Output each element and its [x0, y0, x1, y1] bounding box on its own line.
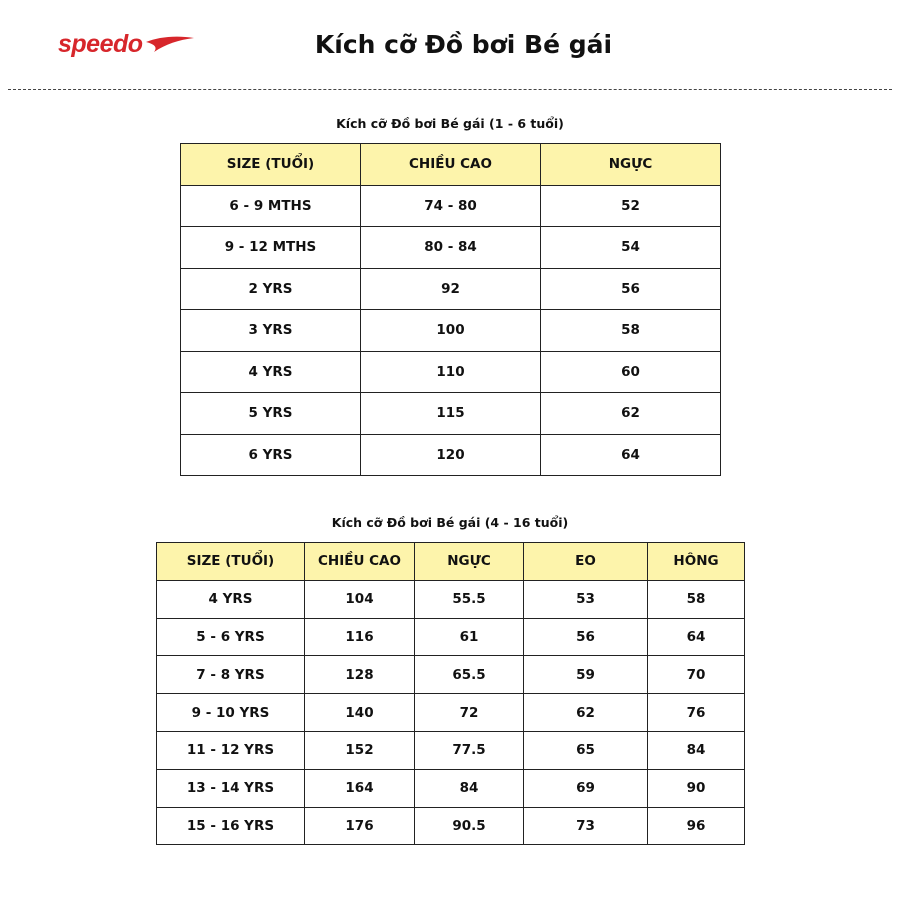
header-waist: EO	[524, 543, 648, 581]
table-row	[157, 580, 745, 618]
cell-waist: 73	[524, 807, 648, 845]
cell-hip: 84	[648, 731, 745, 769]
cell-size: 5 - 6 YRS	[157, 618, 305, 656]
table-row	[181, 393, 721, 435]
cell-chest: 72	[415, 694, 524, 732]
cell-waist: 69	[524, 769, 648, 807]
cell-hip: 96	[648, 807, 745, 845]
cell-chest: 84	[415, 769, 524, 807]
table-row	[157, 731, 745, 769]
cell-chest: 55.5	[415, 580, 524, 618]
table-row	[157, 618, 745, 656]
cell-chest: 90.5	[415, 807, 524, 845]
cell-chest: 64	[541, 434, 721, 476]
table2-caption: Kích cỡ Đồ bơi Bé gái (4 - 16 tuổi)	[331, 515, 569, 530]
cell-hip: 58	[648, 580, 745, 618]
cell-waist: 62	[524, 694, 648, 732]
header-size: SIZE (TUỔI)	[157, 543, 305, 581]
cell-chest: 77.5	[415, 731, 524, 769]
table-row	[181, 434, 721, 476]
cell-hip: 90	[648, 769, 745, 807]
header-size: SIZE (TUỔI)	[181, 144, 361, 186]
table-row	[157, 694, 745, 732]
cell-height: 80 - 84	[361, 227, 541, 269]
table-row	[157, 656, 745, 694]
cell-height: 140	[305, 694, 415, 732]
cell-size: 6 YRS	[181, 434, 361, 476]
cell-size: 6 - 9 MTHS	[181, 185, 361, 227]
cell-chest: 58	[541, 310, 721, 352]
cell-height: 92	[361, 268, 541, 310]
cell-size: 4 YRS	[157, 580, 305, 618]
cell-height: 176	[305, 807, 415, 845]
cell-chest: 52	[541, 185, 721, 227]
cell-height: 100	[361, 310, 541, 352]
header-height: CHIỀU CAO	[305, 543, 415, 581]
cell-waist: 53	[524, 580, 648, 618]
cell-height: 74 - 80	[361, 185, 541, 227]
table-header-row	[181, 144, 721, 186]
cell-size: 7 - 8 YRS	[157, 656, 305, 694]
cell-hip: 70	[648, 656, 745, 694]
table-row	[181, 351, 721, 393]
cell-size: 2 YRS	[181, 268, 361, 310]
table-row	[181, 185, 721, 227]
cell-chest: 65.5	[415, 656, 524, 694]
cell-chest: 61	[415, 618, 524, 656]
page-title: Kích cỡ Đồ bơi Bé gái	[314, 30, 613, 59]
cell-size: 9 - 10 YRS	[157, 694, 305, 732]
cell-height: 120	[361, 434, 541, 476]
cell-size: 15 - 16 YRS	[157, 807, 305, 845]
table-row	[181, 310, 721, 352]
table1-caption: Kích cỡ Đồ bơi Bé gái (1 - 6 tuổi)	[336, 116, 564, 131]
header-hip: HÔNG	[648, 543, 745, 581]
cell-size: 13 - 14 YRS	[157, 769, 305, 807]
size-table-1-6	[180, 143, 721, 476]
cell-size: 3 YRS	[181, 310, 361, 352]
cell-waist: 59	[524, 656, 648, 694]
cell-waist: 65	[524, 731, 648, 769]
header-height: CHIỀU CAO	[361, 144, 541, 186]
cell-size: 4 YRS	[181, 351, 361, 393]
cell-size: 9 - 12 MTHS	[181, 227, 361, 269]
cell-height: 116	[305, 618, 415, 656]
table-header-row	[157, 543, 745, 581]
cell-waist: 56	[524, 618, 648, 656]
cell-height: 164	[305, 769, 415, 807]
cell-chest: 56	[541, 268, 721, 310]
cell-chest: 54	[541, 227, 721, 269]
table-row	[157, 807, 745, 845]
size-table-4-16	[156, 542, 745, 845]
cell-size: 5 YRS	[181, 393, 361, 435]
header-chest: NGỰC	[415, 543, 524, 581]
cell-hip: 76	[648, 694, 745, 732]
cell-chest: 62	[541, 393, 721, 435]
cell-height: 104	[305, 580, 415, 618]
dashed-divider	[8, 89, 892, 90]
cell-height: 115	[361, 393, 541, 435]
logo-text: speedo	[58, 30, 143, 58]
table-row	[157, 769, 745, 807]
cell-height: 110	[361, 351, 541, 393]
cell-height: 152	[305, 731, 415, 769]
table-row	[181, 227, 721, 269]
header-chest: NGỰC	[541, 144, 721, 186]
cell-hip: 64	[648, 618, 745, 656]
cell-size: 11 - 12 YRS	[157, 731, 305, 769]
cell-chest: 60	[541, 351, 721, 393]
table-row	[181, 268, 721, 310]
cell-height: 128	[305, 656, 415, 694]
